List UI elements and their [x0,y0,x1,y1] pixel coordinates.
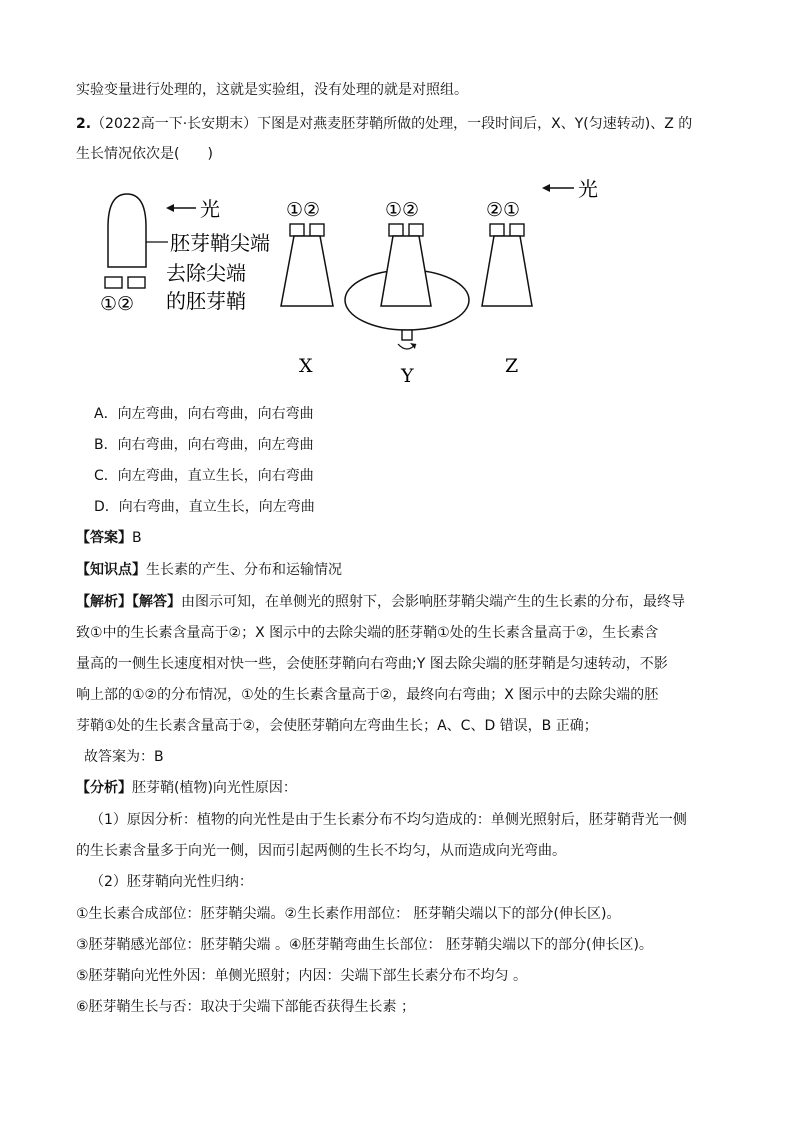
light-arrow-left [166,197,220,221]
y-label: Y [401,365,414,387]
analysis-line-2: 致①中的生长素含量高于②；X 图示中的去除尖端的胚芽鞘①处的生长素含量高于②，生长素含 [76,625,659,641]
removed-tip-label-1: 去除尖端 [166,261,246,285]
analysis-line-5: 芽鞘①处的生长素含量高于②，会使胚芽鞘向左弯曲生长；A、C、D 错误，B 正确； [76,718,598,734]
tip-label: 胚芽鞘尖端 [170,231,270,255]
agar-block-label-a: ①② [100,293,135,315]
option-c[interactable]: C．向左弯曲，直立生长，向右弯曲 [94,468,314,484]
option-a[interactable]: A．向左弯曲，向右弯曲，向右弯曲 [94,406,314,422]
notes-item-2: ③胚芽鞘感光部位：胚芽鞘尖端 。④胚芽鞘弯曲生长部位： 胚芽鞘尖端以下的部分(伸长区)。 [76,937,653,953]
x-block-label: ①② [286,199,321,221]
notes-title: 胚芽鞘(植物)向光性原因： [132,780,297,796]
question-stem-line2: 生长情况依次是( ) [76,146,213,162]
z-block-label: ②① [486,199,521,221]
notes-item-1: ①生长素合成部位：胚芽鞘尖端。②生长素作用部位： 胚芽鞘尖端以下的部分(伸长区)。 [76,906,621,922]
analysis-conclusion: 故答案为：B [84,749,164,765]
analysis-line-3: 量高的一侧生长速度相对快一些，会使胚芽鞘向右弯曲;Y 图去除尖端的胚芽鞘是匀速转动，不影 [76,656,668,672]
knowledge-line [76,560,342,580]
analysis-line-1 [76,592,685,612]
answer-line [76,528,142,548]
x-label: X [299,355,313,377]
z-coleoptile [482,236,532,306]
light-arrow-right [542,177,598,201]
analysis-line-4: 响上部的①②的分布情况，①处的生长素含量高于②，最终向右弯曲；X 图示中的去除尖端的胚 [76,687,659,703]
notes-p2-title: （2）胚芽鞘向光性归纳： [90,874,253,890]
intro-line: 实验变量进行处理的，这就是实验组，没有处理的就是对照组。 [76,82,468,98]
question-stem [76,114,692,134]
x-coleoptile [281,236,333,306]
answer-text: B [132,530,142,546]
option-d[interactable]: D．向右弯曲，直立生长，向左弯曲 [94,499,315,515]
analysis-tag: 【解析】【解答】 [76,594,181,610]
notes-p1-line2: 的生长素含量多于向光一侧，因而引起两侧的生长不均匀，从而造成向光弯曲。 [76,843,566,859]
removed-tip-label-2: 的胚芽鞘 [166,289,246,313]
knowledge-tag: 【知识点】 [76,562,146,578]
y-coleoptile [381,236,431,306]
question-number: 2. [76,116,92,132]
y-spindle [402,330,412,340]
analysis-text-1: 由图示可知，在单侧光的照射下，会影响胚芽鞘尖端产生的生长素的分布，最终导 [181,594,685,610]
notes-item-3: ⑤胚芽鞘向光性外因：单侧光照射；内因：尖端下部生长素分布不均匀 。 [76,968,527,984]
z-label: Z [505,355,519,377]
knowledge-text: 生长素的产生、分布和运输情况 [146,562,342,578]
coleoptile-diagram [90,172,650,392]
answer-tag: 【答案】 [76,530,132,546]
agar-block-1 [105,277,122,288]
light-label-left: 光 [200,197,220,221]
option-b[interactable]: B．向右弯曲，向右弯曲，向左弯曲 [94,437,314,453]
notes-p1-line1: （1）原因分析：植物的向光性是由于生长素分布不均匀造成的：单侧光照射后，胚芽鞘背光一侧 [90,812,687,828]
light-label-right: 光 [578,177,598,201]
notes-item-4: ⑥胚芽鞘生长与否：取决于尖端下部能否获得生长素 ； [76,999,415,1015]
coleoptile-tip-shape [108,194,146,267]
question-text: （2022高一下·长安期末）下图是对燕麦胚芽鞘所做的处理，一段时间后，X、Y(匀速转动)、Z 的 [91,116,693,132]
y-block-label: ①② [385,199,420,221]
notes-tag: 【分析】 [76,780,132,796]
notes-title-line [76,778,297,798]
agar-block-2 [128,277,145,288]
